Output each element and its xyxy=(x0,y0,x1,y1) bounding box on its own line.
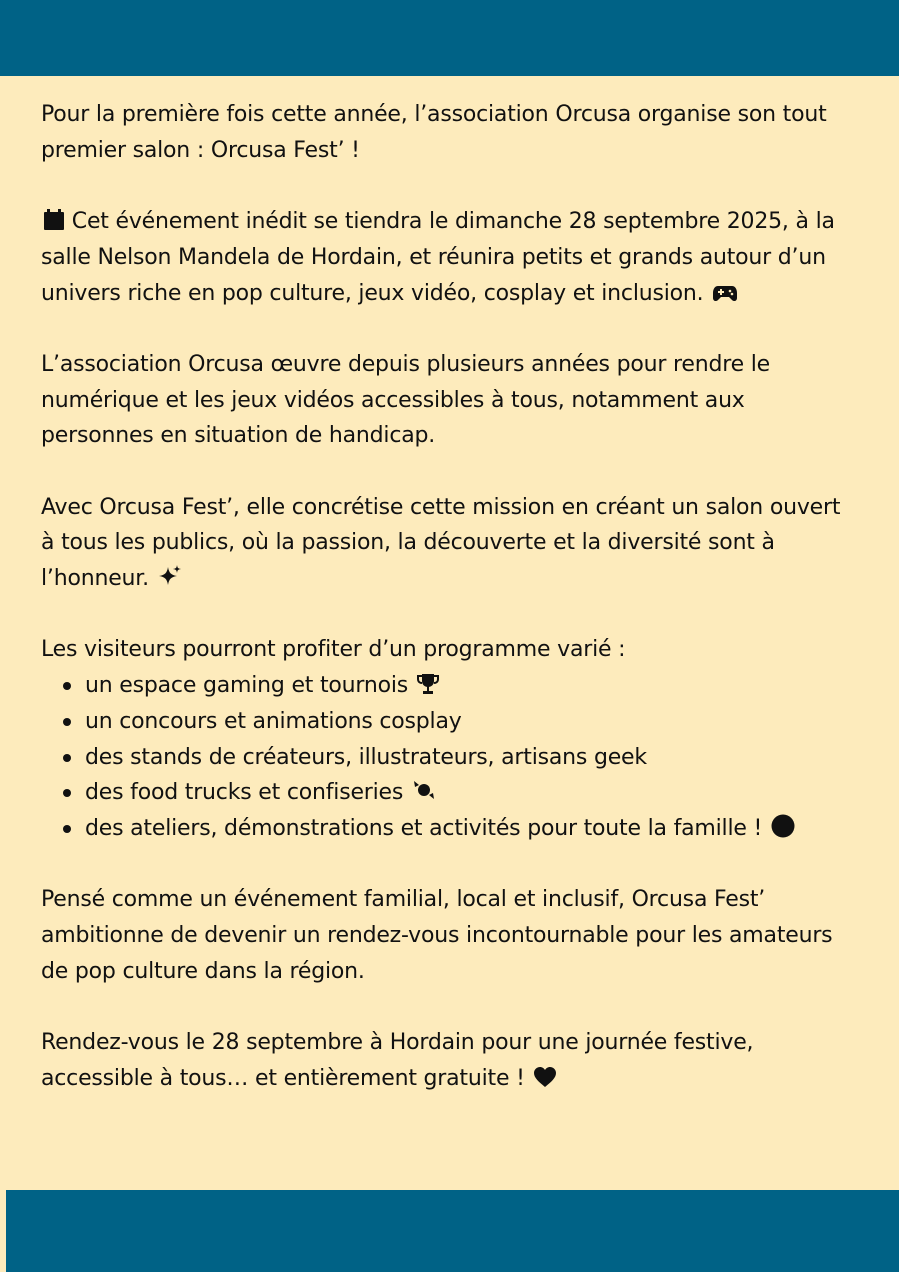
footer-band xyxy=(6,1190,899,1272)
list-item xyxy=(85,668,853,704)
sparkles-icon xyxy=(158,564,182,588)
candy-icon xyxy=(412,778,436,802)
paragraph-intro-text: Pour la première fois cette année, l’association Orcusa organise son tout premier salon : Orcusa Fest’ ! xyxy=(41,102,827,163)
paragraph-intro xyxy=(41,97,853,168)
calendar-icon xyxy=(43,209,65,231)
program-list xyxy=(41,668,853,847)
gamepad-icon xyxy=(712,283,738,303)
article-body xyxy=(41,97,853,1097)
list-item-text: un espace gaming et tournois xyxy=(85,673,409,699)
heart-icon xyxy=(533,1066,557,1088)
paragraph-closing-text: Rendez-vous le 28 septembre à Hordain pour une journée festive, accessible à tous… et entièrement gratuite ! xyxy=(41,1030,754,1091)
paragraph-mission-text: L’association Orcusa œuvre depuis plusieurs années pour rendre le numérique et les jeux vidéos accessibles à tous, notamment aux personnes en situation de handicap. xyxy=(41,351,770,449)
list-item xyxy=(85,740,853,776)
list-item-text: des stands de créateurs, illustrateurs, artisans geek xyxy=(85,744,647,770)
paragraph-ambition xyxy=(41,882,853,989)
paragraph-event xyxy=(41,204,853,311)
program-section xyxy=(41,632,853,846)
list-item xyxy=(85,775,853,811)
paragraph-ambition-text: Pensé comme un événement familial, local et inclusif, Orcusa Fest’ ambitionne de devenir un rendez-vous incontournable pour les amateurs de pop culture dans la région. xyxy=(41,887,833,984)
black-circle-icon xyxy=(771,814,795,838)
program-intro: Les visiteurs pourront profiter d’un programme varié : xyxy=(41,637,626,663)
list-item-text: un concours et animations cosplay xyxy=(85,708,462,734)
paragraph-mission xyxy=(41,347,853,454)
trophy-icon xyxy=(417,673,439,695)
paragraph-fest-text: Avec Orcusa Fest’, elle concrétise cette mission en créant un salon ouvert à tous les publics, où la passion, la découverte et la diversité sont à l’honneur. xyxy=(41,494,841,592)
list-item xyxy=(85,811,853,847)
paragraph-fest xyxy=(41,490,853,597)
list-item-text: des ateliers, démonstrations et activités pour toute la famille ! xyxy=(85,816,763,841)
list-item xyxy=(85,704,853,740)
paragraph-event-text: Cet événement inédit se tiendra le dimanche 28 septembre 2025, à la salle Nelson Mandela de Hordain, et réunira petits et grands autour d’un univers riche en pop culture, jeux vidéo, cosplay et inclusion. xyxy=(41,209,835,306)
paragraph-closing xyxy=(41,1025,853,1096)
list-item-text: des food trucks et confiseries xyxy=(85,780,404,806)
header-band xyxy=(0,0,899,76)
